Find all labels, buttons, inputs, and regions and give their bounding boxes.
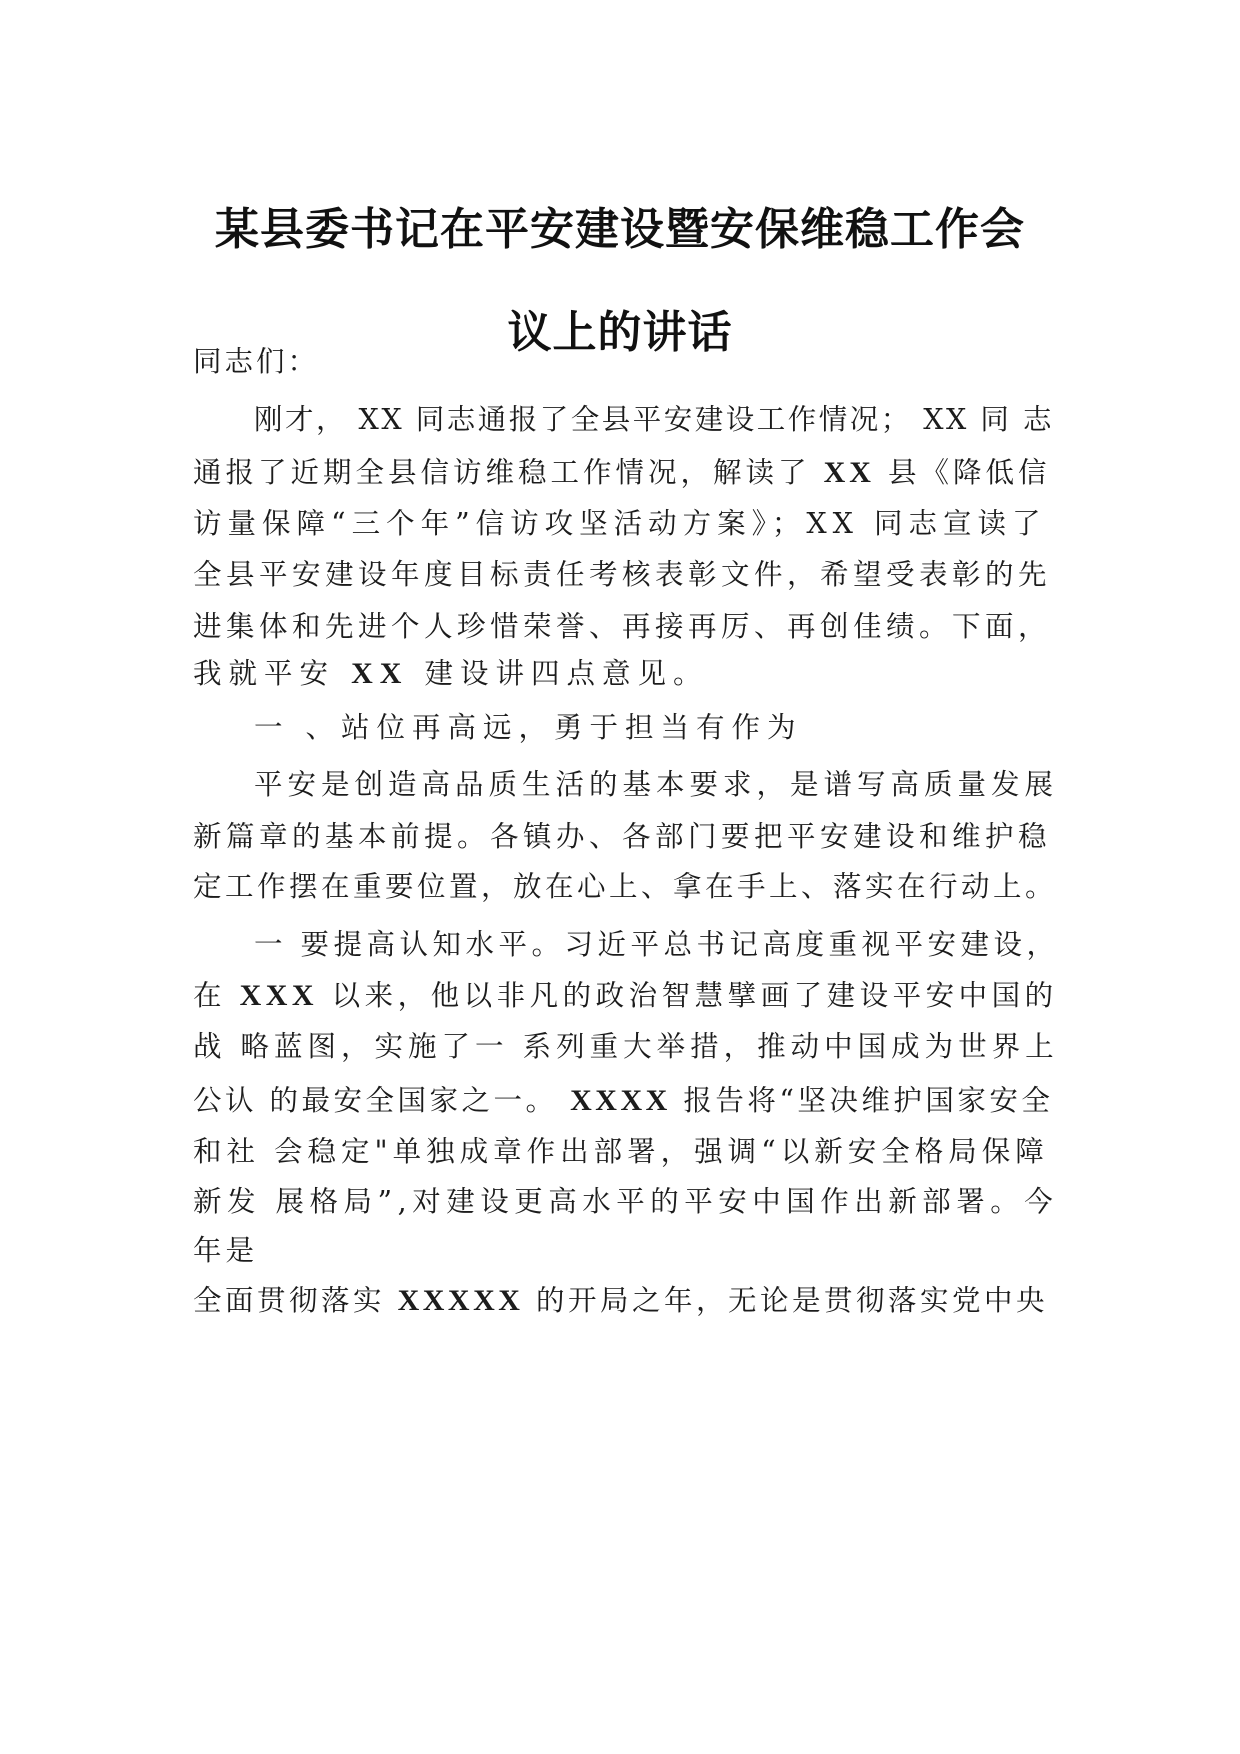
paragraph-3-line-3: 战 略蓝图，实施了一 系列重大举措，推动中国成为世界上 [193,1030,1059,1063]
paragraph-3-line-4-text-a: 公认 的最安全国家之一。 [193,1084,558,1117]
paragraph-3-line-1: 一 要提高认知水平。习近平总书记高度重视平安建设， [254,928,1060,961]
paragraph-3-line-8-text-b: 的开局之年，无论是贯彻落实党中央 [535,1284,1048,1317]
document-title-line-1: 某县委书记在平安建设暨安保维稳工作会 [215,204,1025,255]
paragraph-1-line-2-text-b: 县《降低信 [887,456,1051,489]
greeting: 同志们： [193,345,320,378]
paragraph-1-line-2-placeholder: XX [823,456,875,489]
paragraph-3-line-5: 和社 会稳定"单独成章作出部署，强调“以新安全格局保障 [193,1135,1049,1168]
paragraph-3-line-2-text-b: 以来，他以非凡的政治智慧擘画了建设平安中国的 [331,979,1058,1012]
paragraph-1-line-2 [193,455,1051,491]
document-title-line-2: 议上的讲话 [507,307,733,358]
paragraph-1-line-5: 进集体和先进个人珍惜荣誉、再接再厉、再创佳绩。下面， [193,610,1052,643]
section-heading-1: 一 、站位再高远，勇于担当有作为 [254,711,803,744]
paragraph-1-line-6-text-b: 建设讲四点意见。 [424,657,709,690]
paragraph-3-line-2-placeholder: XXX [239,979,319,1012]
paragraph-1-line-3: 访量保障“三个年”信访攻坚活动方案》；XX 同志宣读了 [193,507,1047,540]
paragraph-1-line-1: 刚才， XX 同志通报了全县平安建设工作情况； XX 同 志 [254,403,1054,436]
paragraph-3-line-4-text-b: 报告将“坚决维护国家安全 [683,1084,1054,1117]
paragraph-3-line-7: 年是 [193,1234,259,1267]
paragraph-3-line-8-placeholder: XXXXX [397,1284,524,1317]
paragraph-1-line-6-placeholder: XX [351,657,409,690]
paragraph-3-line-4 [193,1083,1053,1119]
paragraph-2-line-2: 新篇章的基本前提。各镇办、各部门要把平安建设和维护稳 [193,820,1052,853]
paragraph-3-line-8 [193,1283,1048,1319]
paragraph-1-line-6-text-a: 我就平安 [193,657,336,690]
paragraph-3-line-2-text-a: 在 [193,979,227,1012]
paragraph-2-line-3: 定工作摆在重要位置，放在心上、拿在手上、落实在行动上。 [193,870,1058,903]
paragraph-1-line-2-text-a: 通报了近期全县信访维稳工作情况，解读了 [193,456,811,489]
paragraph-2-line-1: 平安是创造高品质生活的基本要求，是谱写高质量发展 [254,768,1059,801]
paragraph-1-line-4: 全县平安建设年度目标责任考核表彰文件，希望受表彰的先 [193,558,1052,591]
paragraph-3-line-8-text-a: 全面贯彻落实 [193,1284,386,1317]
paragraph-3-line-6: 新发 展格局”,对建设更高水平的平安中国作出新部署。今 [193,1185,1059,1218]
paragraph-3-line-4-placeholder: XXXX [570,1084,671,1117]
paragraph-3-line-2 [193,978,1058,1014]
paragraph-1-line-6 [193,656,709,692]
